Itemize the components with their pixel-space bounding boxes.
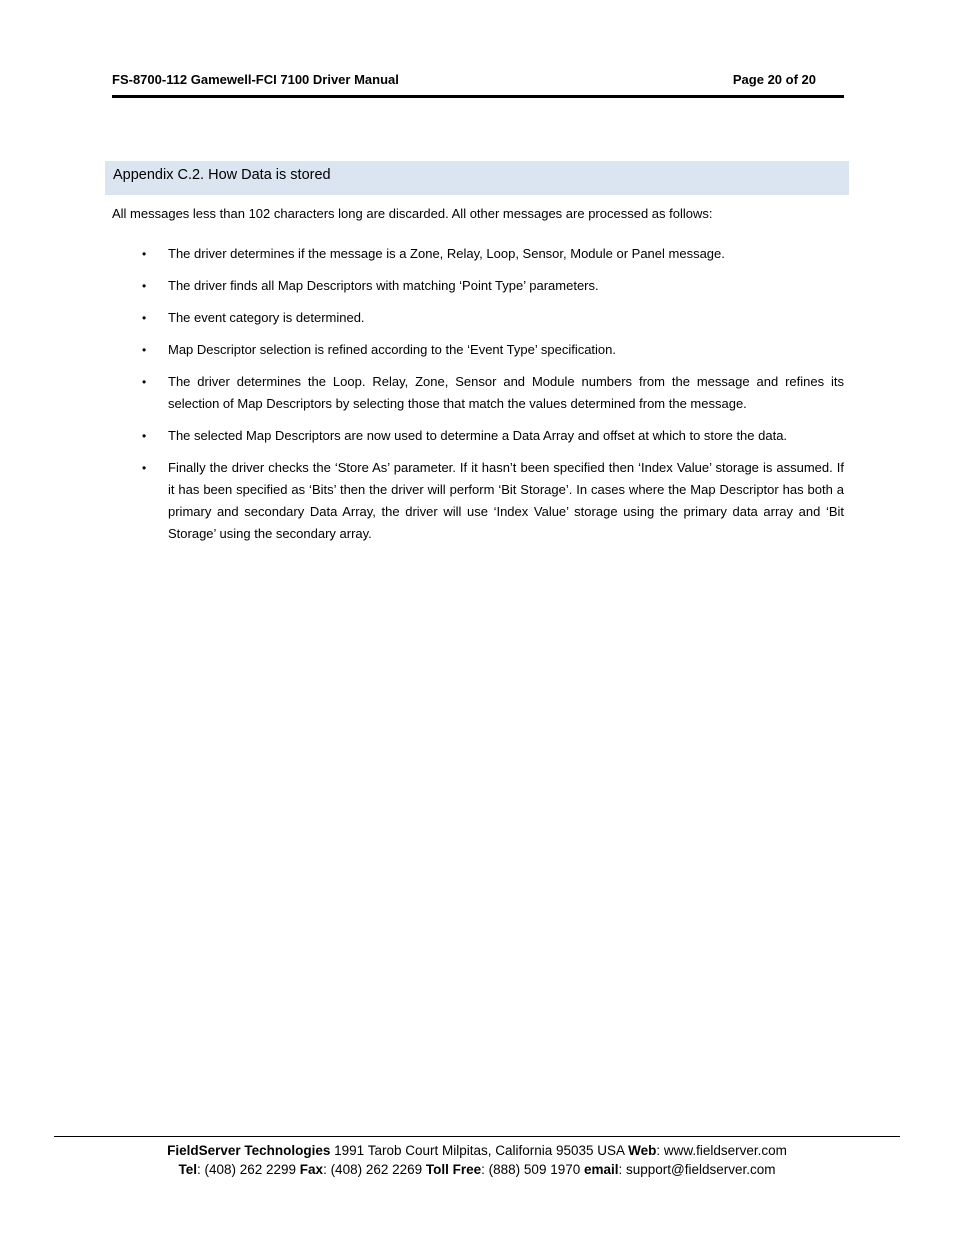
footer-tel-label: Tel [178, 1162, 197, 1177]
footer-fax-value: : (408) 262 2269 [323, 1162, 426, 1177]
page-number: Page 20 of 20 [732, 72, 816, 87]
list-item [112, 425, 844, 447]
footer-email-link[interactable]: : support@fieldserver.com [618, 1162, 776, 1177]
footer-web-label: Web [628, 1143, 657, 1158]
section-heading-band [105, 161, 849, 195]
bullet-icon: • [142, 279, 147, 293]
list-item-text: The driver determines if the message is a Zone, Relay, Loop, Sensor, Module or Panel message. [168, 246, 725, 261]
page-header [112, 72, 844, 90]
list-item [112, 457, 844, 545]
list-item-text: Map Descriptor selection is refined according to the ‘Event Type’ specification. [168, 342, 617, 357]
header-divider [112, 95, 844, 98]
footer-address: 1991 Tarob Court Milpitas, California 95035 USA [330, 1143, 629, 1158]
bullet-icon: • [142, 311, 147, 325]
footer-company: FieldServer Technologies [167, 1143, 331, 1158]
footer-tollfree-label: Toll Free [425, 1162, 482, 1177]
list-item [112, 307, 844, 329]
bullet-icon: • [142, 375, 147, 389]
footer-fax-label: Fax [299, 1162, 324, 1177]
bullet-list [112, 243, 844, 555]
bullet-icon: • [142, 461, 147, 475]
bullet-icon: • [142, 247, 147, 261]
list-item [112, 243, 844, 265]
footer-web-link[interactable]: : www.fieldserver.com [656, 1143, 787, 1158]
list-item-text: The event category is determined. [168, 310, 365, 325]
footer-divider [54, 1136, 900, 1137]
page-footer [54, 1141, 900, 1179]
bullet-icon: • [142, 343, 147, 357]
list-item [112, 275, 844, 297]
list-item-text: The driver finds all Map Descriptors with matching ‘Point Type’ parameters. [168, 278, 599, 293]
footer-email-label: email [583, 1162, 619, 1177]
footer-tel-value: : (408) 262 2299 [196, 1162, 300, 1177]
intro-paragraph: All messages less than 102 characters long are discarded. All other messages are processed as follows: [112, 206, 713, 221]
footer-line-1 [54, 1141, 900, 1160]
list-item [112, 339, 844, 361]
section-title: Appendix C.2. How Data is stored [113, 167, 331, 183]
document-title: FS-8700-112 Gamewell-FCI 7100 Driver Manual [112, 72, 399, 87]
list-item-text: Finally the driver checks the ‘Store As’ parameter. If it hasn’t been specified then ‘Index Value’ storage is assumed. If it has been specified as ‘Bits’ then the driver will perform ‘Bit Storage’. In cases where the Map Descriptor has both a primary and secondary Data Array, the driver will use ‘Index Value’ storage using the primary data array and ‘Bit Storage’ using the secondary array. [168, 460, 844, 541]
footer-line-2 [54, 1160, 900, 1179]
list-item-text: The selected Map Descriptors are now used to determine a Data Array and offset at which to store the data. [168, 428, 788, 443]
bullet-icon: • [142, 429, 147, 443]
list-item-text: The driver determines the Loop. Relay, Zone, Sensor and Module numbers from the message and refines its selection of Map Descriptors by selecting those that match the values determined from the message. [168, 374, 844, 411]
list-item [112, 371, 844, 415]
footer-tollfree-value: : (888) 509 1970 [481, 1162, 584, 1177]
